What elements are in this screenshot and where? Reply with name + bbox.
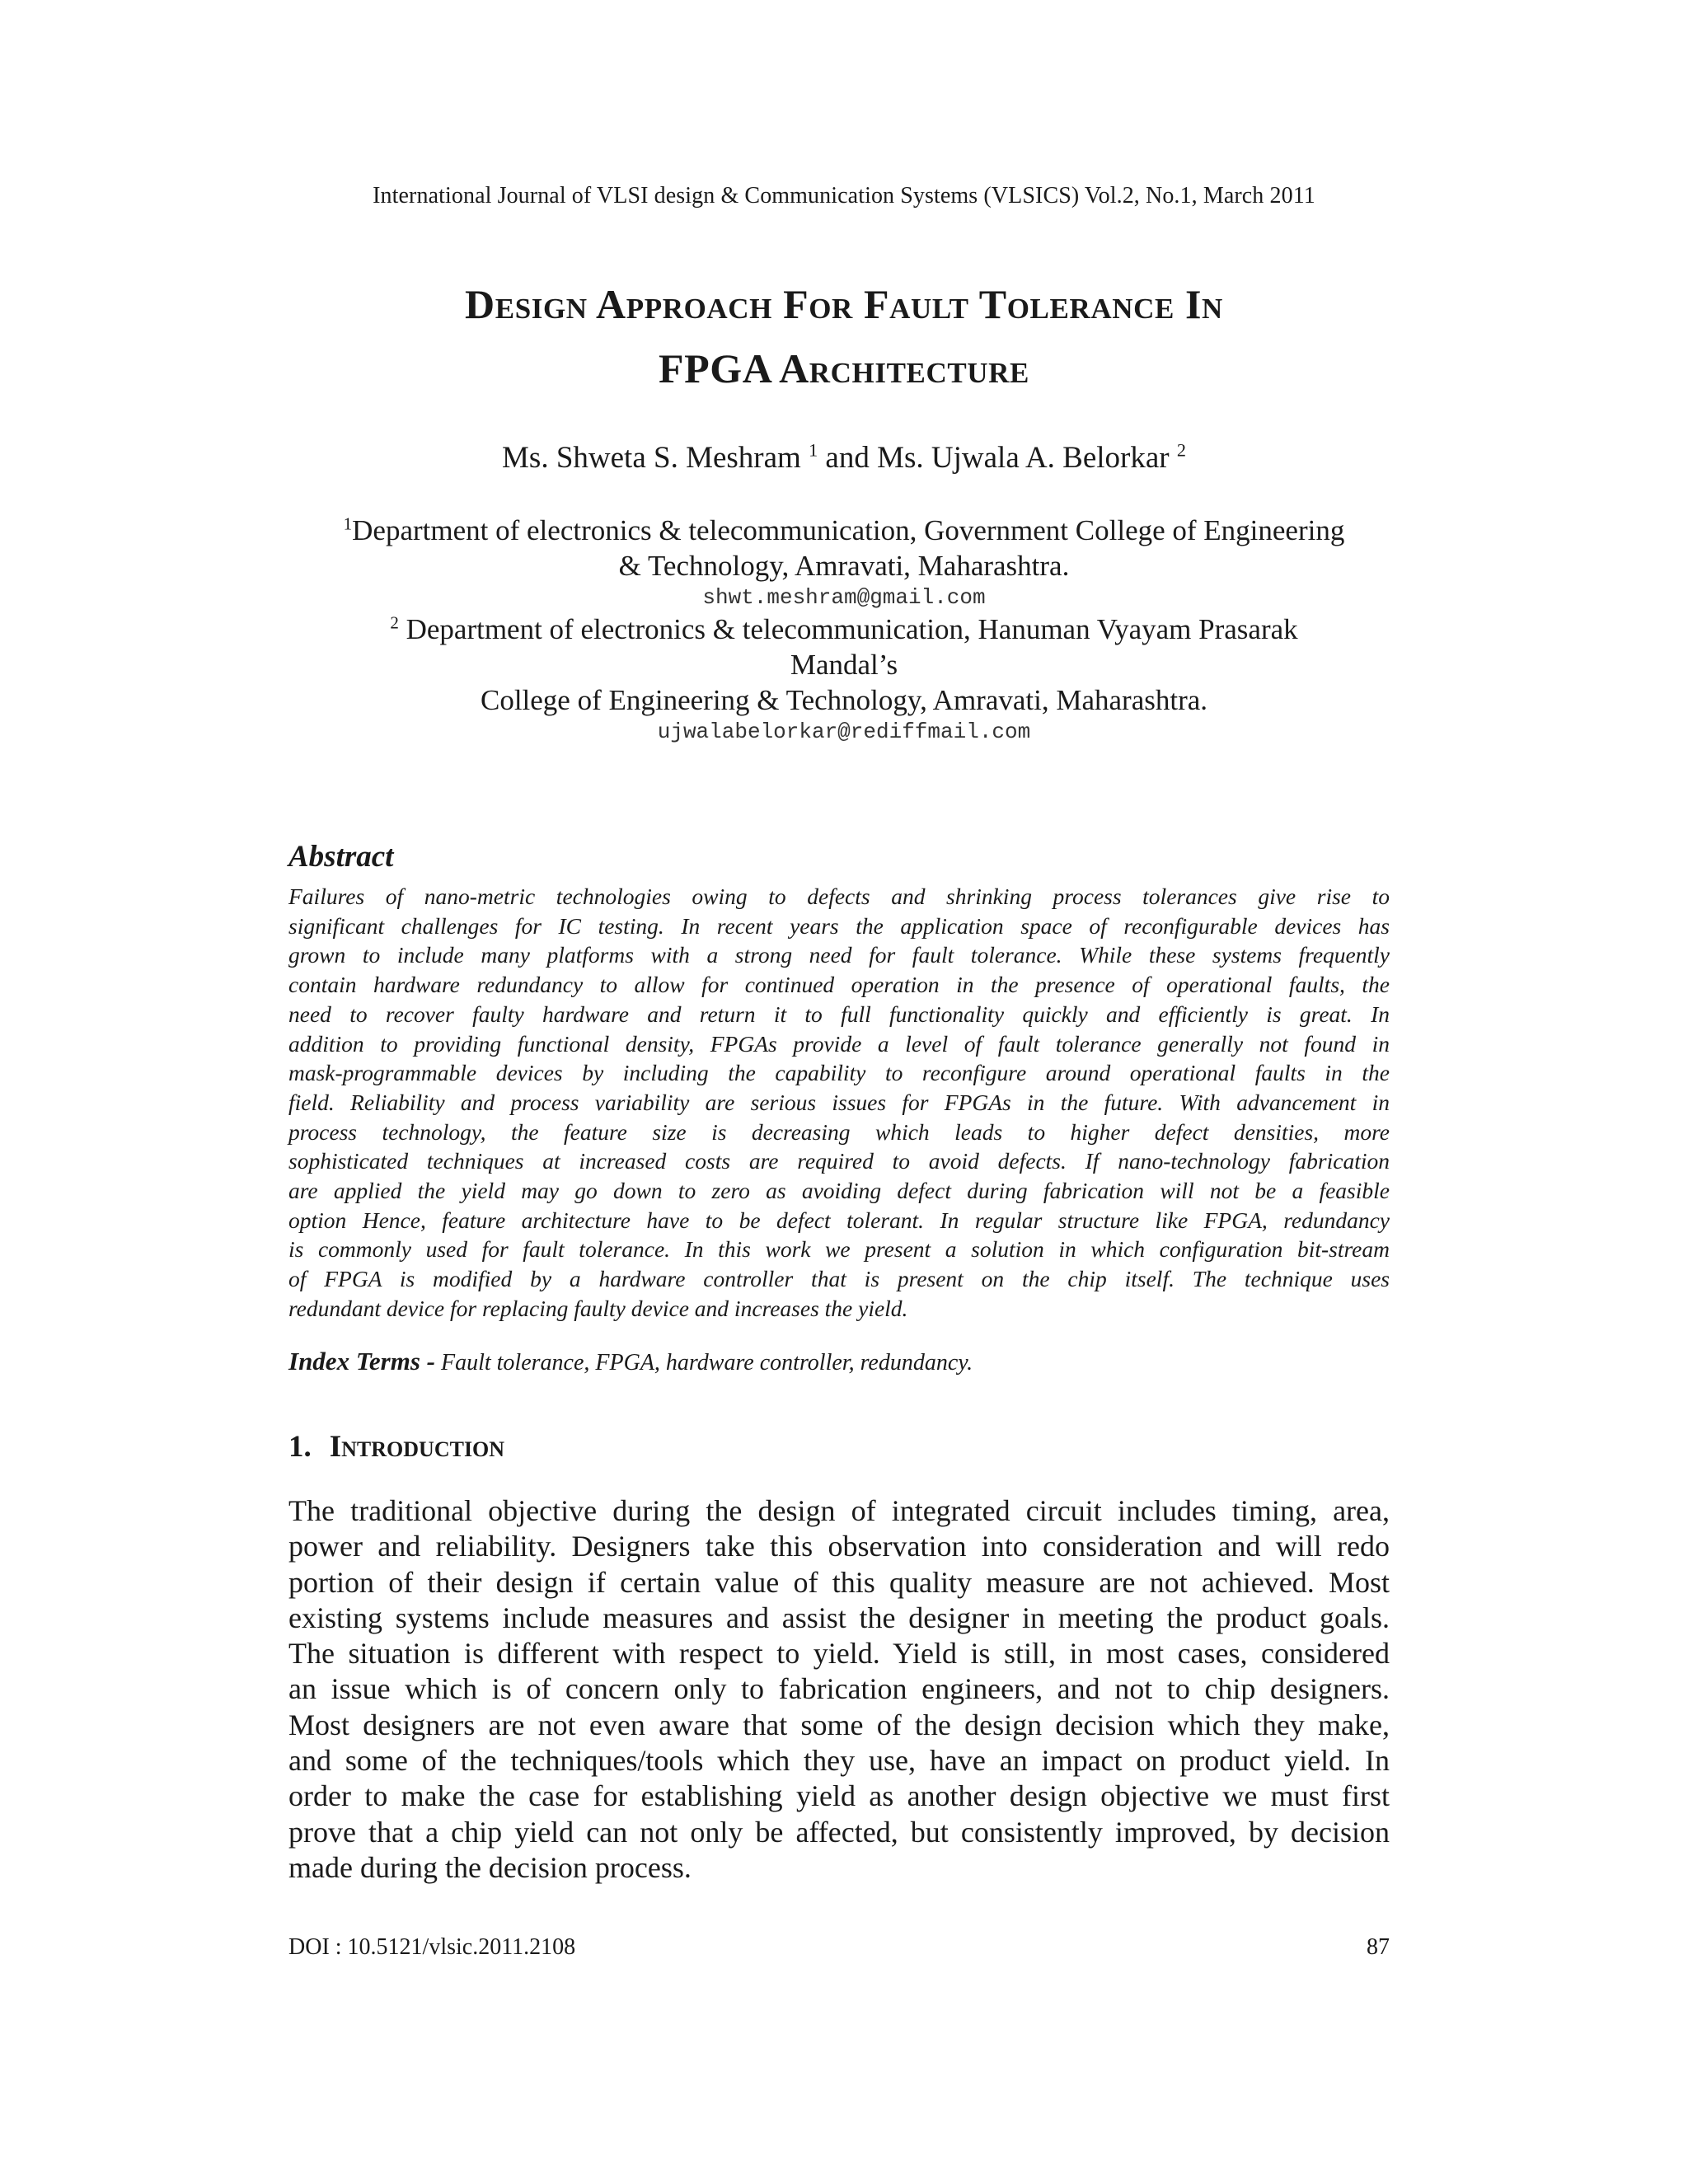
intro-line: portion of their design if certain value of this quality measure are not achieved. Most [288,1565,1390,1599]
abstract-line: Failures of nano-metric technologies owing to defects and shrinking process tolerances give rise to [288,883,1390,909]
abstract-line: contain hardware redundancy to allow for continued operation in the presence of operational faults, the [288,972,1390,998]
affiliation-2-line-3: College of Engineering & Technology, Amravati, Maharashtra. [480,684,1208,716]
running-header: International Journal of VLSI design & Communication Systems (VLSICS) Vol.2, No.1, March 2011 [373,183,1315,209]
abstract-line: sophisticated techniques at increased costs are required to avoid defects. If nano-technology fabrication [288,1148,1390,1174]
affiliations [0,513,1688,746]
abstract-line: is commonly used for fault tolerance. In this work we present a solution in which configuration bit-stream [288,1236,1390,1263]
abstract-line: process technology, the feature size is decreasing which leads to higher defect densities, more [288,1118,1390,1145]
affiliation-2-mark: 2 [390,612,399,633]
footer-page-number: 87 [1367,1934,1390,1960]
author-2-name: Ms. Ujwala A. Belorkar [877,441,1170,475]
intro-line: existing systems include measures and assist the designer in meeting the product goals. [288,1601,1390,1634]
index-terms [288,1347,973,1376]
intro-line: order to make the case for establishing yield as another design objective we must first [288,1779,1390,1813]
intro-line: Most designers are not even aware that some of the design decision which they make, [288,1708,1390,1741]
author-1-mark: 1 [809,439,818,461]
intro-line: made during the decision process. [288,1850,692,1884]
abstract-line: option Hence, feature architecture have to be defect tolerant. In regular structure like FPGA, redundancy [288,1207,1390,1233]
intro-line: an issue which is of concern only to fabrication engineers, and not to chip designers. [288,1672,1390,1706]
affiliation-1-email: shwt.meshram@gmail.com [702,585,986,610]
intro-line: power and reliability. Designers take this observation into consideration and will redo [288,1530,1390,1563]
abstract-heading: Abstract [288,840,394,874]
abstract-line: grown to include many platforms with a strong need for fault tolerance. While these systems frequently [288,942,1390,968]
affiliation-2-line-1: $^2$ Department of electronics & telecommunication, Hanuman Vyayam Prasarak [390,612,1298,645]
introduction-body [288,1493,1390,1886]
author-1-name: Ms. Shweta S. Meshram [502,441,801,475]
author-list [0,440,1688,476]
section-heading-introduction [288,1429,504,1465]
affiliation-1-line-1: $^1$Department of electronics & telecommunication, Government College of Engineering [343,513,1345,546]
intro-line: The situation is different with respect to yield. Yield is still, in most cases, considered [288,1637,1390,1671]
footer-doi: DOI : 10.5121/vlsic.2011.2108 [288,1934,576,1960]
intro-line: The traditional objective during the design of integrated circuit includes timing, area, [288,1494,1390,1527]
paper-title [0,272,1688,401]
affiliation-2-line-2: Mandal’s [790,649,898,681]
abstract-line: mask-programmable devices by including the capability to reconfigure around operational faults in the [288,1060,1390,1086]
intro-line: prove that a chip yield can not only be affected, but consistently improved, by decision [288,1815,1390,1849]
abstract-line: are applied the yield may go down to zero as avoiding defect during fabrication will not be a feasible [288,1178,1390,1204]
intro-line: and some of the techniques/tools which they use, have an impact on product yield. In [288,1744,1390,1778]
index-terms-list: Fault tolerance, FPGA, hardware controller, redundancy. [440,1350,973,1376]
affiliation-1-line-2: & Technology, Amravati, Maharashtra. [618,550,1070,582]
abstract-line: field. Reliability and process variability are serious issues for FPGAs in the future. With advancement in [288,1089,1390,1115]
abstract-line: need to recover faulty hardware and return it to full functionality quickly and efficiently is great. In [288,1001,1390,1027]
abstract-line: of FPGA is modified by a hardware controller that is present on the chip itself. The technique uses [288,1266,1390,1292]
paper-title-line-1: Design Approach For Fault Tolerance In [465,281,1223,327]
author-conjunction: and [825,441,870,475]
affiliation-1-mark: 1 [343,513,353,534]
paper-title-line-2: FPGA Architecture [659,345,1029,391]
abstract-body [288,882,1390,1324]
section-number: 1. [288,1430,312,1464]
affiliation-2-email: ujwalabelorkar@rediffmail.com [657,719,1031,744]
author-2-mark: 2 [1176,439,1186,461]
index-terms-label: Index Terms - [288,1347,435,1376]
abstract-line: redundant device for replacing faulty device and increases the yield. [288,1295,908,1321]
abstract-line: significant challenges for IC testing. In recent years the application space of reconfigurable devices has [288,912,1390,939]
section-title: Introduction [329,1430,505,1464]
abstract-line: addition to providing functional density, FPGAs provide a level of fault tolerance generally not found in [288,1030,1390,1057]
